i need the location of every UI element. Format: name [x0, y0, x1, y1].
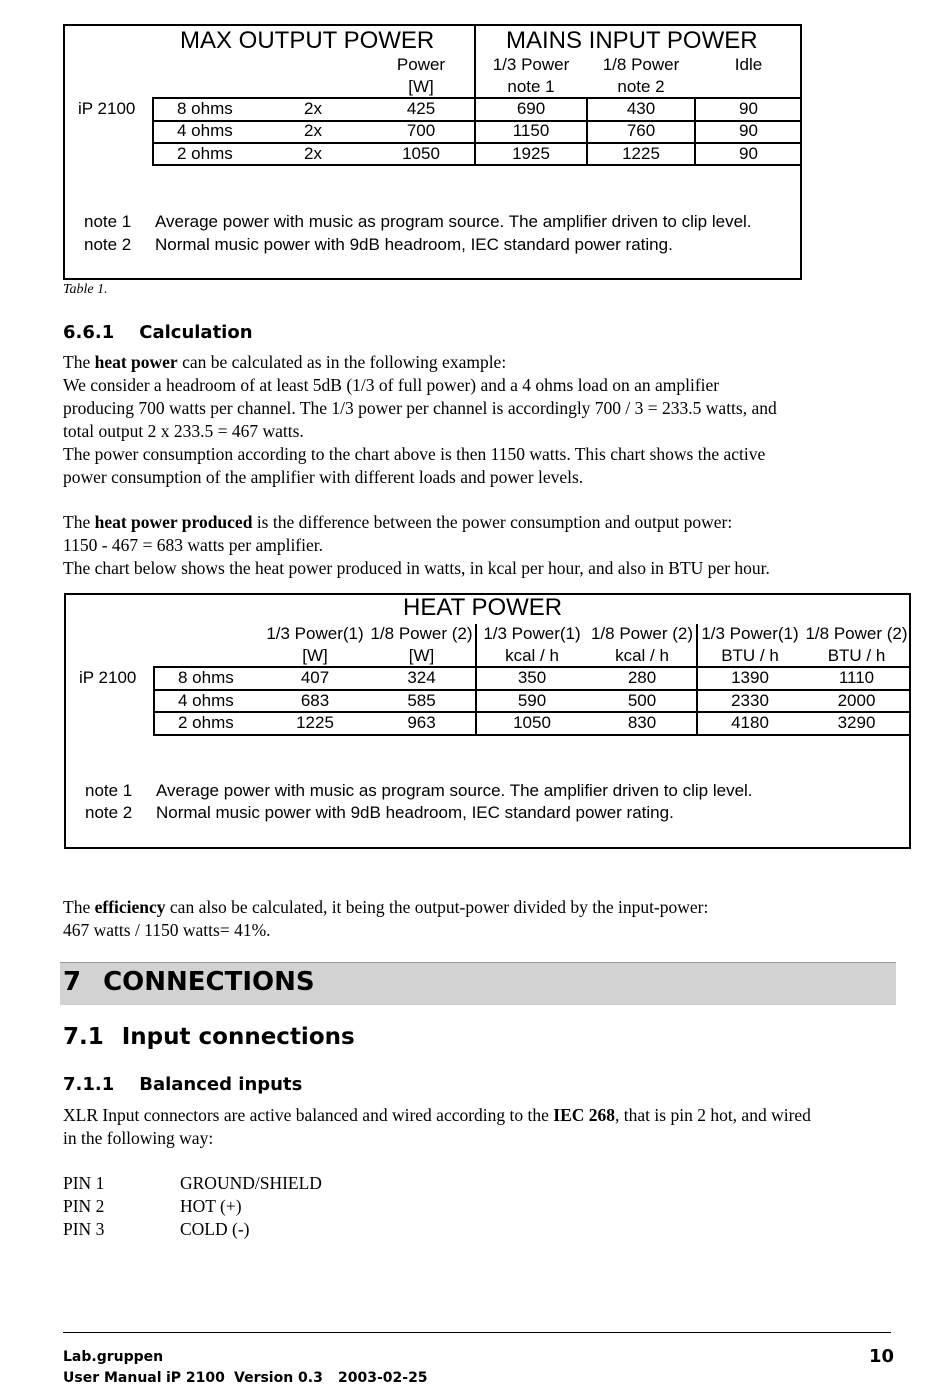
table1-sub-power-unit: [W] — [408, 77, 434, 96]
table1-cell-power: 425 — [406, 99, 436, 118]
section-title: Calculation — [139, 322, 253, 343]
table2-cell: 500 — [627, 691, 657, 710]
section-661-heading — [63, 322, 253, 343]
section-title: Input connections — [121, 1024, 355, 1050]
table2-cell-load: 8 ohms — [178, 668, 234, 687]
table2-cell: 1110 — [838, 668, 875, 687]
paragraph: The heat power produced is the difference between the power consumption and output power: — [63, 512, 733, 532]
table2-unit: BTU / h — [721, 646, 779, 665]
list-item: PIN 2 HOT (+) — [63, 1196, 242, 1216]
table2-unit: BTU / h — [827, 646, 886, 665]
table2-cell: 683 — [300, 691, 330, 710]
table1-sub-idle: Idle — [734, 55, 763, 74]
table2-header: 1/8 Power (2) — [590, 624, 694, 643]
table1-cell-eighth: 760 — [626, 121, 656, 140]
table2-cell: 1050 — [513, 713, 551, 732]
table2-header: 1/8 Power (2) — [805, 624, 908, 643]
table2-note1-text: Average power with music as program source. The amplifier driven to clip level. — [156, 781, 753, 800]
table1-cell-ch: 2x — [304, 121, 322, 140]
table2-cell: 280 — [627, 668, 657, 687]
footer-date: 2003-02-25 — [338, 1370, 428, 1386]
table1-note1-label: note 1 — [84, 212, 132, 231]
table2-header: 1/3 Power(1) — [266, 624, 364, 643]
table2-unit: [W] — [408, 646, 435, 665]
table1-cell-third: 1150 — [512, 121, 550, 140]
table1-header-max-output: MAX OUTPUT POWER — [180, 27, 435, 54]
section-number: 7 — [63, 967, 82, 997]
table2-model: iP 2100 — [79, 668, 137, 687]
table2-cell: 1390 — [731, 668, 769, 687]
table2-unit: kcal / h — [615, 646, 669, 665]
table1-cell-power: 1050 — [402, 144, 440, 163]
section-71-heading — [63, 1022, 355, 1052]
footer-page-number: 10 — [869, 1346, 895, 1367]
table1-cell-idle: 90 — [739, 144, 758, 163]
table2-cell-load: 2 ohms — [178, 713, 234, 732]
table2-note1-label: note 1 — [85, 781, 133, 800]
table1-sub-power: Power — [396, 55, 446, 74]
footer-manual: User Manual — [63, 1370, 162, 1386]
table1-cell-load: 2 ohms — [177, 144, 233, 163]
table1-sub-eighth-note: note 2 — [617, 77, 665, 96]
table2-cell: 585 — [407, 691, 436, 710]
paragraph: power consumption of the amplifier with different loads and power levels. — [63, 467, 584, 487]
table2-cell: 2330 — [731, 691, 769, 710]
section-number: 7.1.1 — [63, 1074, 115, 1095]
section-7-heading — [63, 965, 315, 999]
table1-cell-idle: 90 — [739, 121, 758, 140]
table2-header: 1/3 Power(1) — [483, 624, 581, 643]
table2-note2-label: note 2 — [85, 803, 133, 822]
paragraph: The chart below shows the heat power produced in watts, in kcal per hour, and also in BTU per hour. — [63, 558, 770, 578]
table2-header: 1/8 Power (2) — [370, 624, 473, 643]
footer-divider — [63, 1332, 891, 1333]
paragraph: The heat power can be calculated as in the following example: — [63, 352, 507, 372]
table2-cell: 3290 — [837, 713, 876, 732]
table2-cell-load: 4 ohms — [178, 691, 234, 710]
table1-cell-ch: 2x — [304, 99, 322, 118]
paragraph: The power consumption according to the chart above is then 1150 watts. This chart shows the active — [63, 444, 766, 464]
section-number: 6.6.1 — [63, 322, 115, 343]
table2-note2-text: Normal music power with 9dB headroom, IEC standard power rating. — [156, 803, 674, 822]
table1-caption: Table 1. — [63, 282, 108, 297]
table1-cell-load: 4 ohms — [177, 121, 233, 140]
footer-model: iP 2100 — [166, 1370, 225, 1386]
paragraph: The efficiency can also be calculated, it being the output-power divided by the input-power: — [63, 897, 709, 917]
table1-note2-label: note 2 — [84, 235, 132, 254]
table1-sub-third: 1/3 Power — [492, 55, 570, 74]
table2-cell: 590 — [517, 691, 547, 710]
table2-cell: 963 — [407, 713, 436, 732]
table2-header: 1/3 Power(1) — [701, 624, 799, 643]
paragraph: We consider a headroom of at least 5dB (1/3 of full power) and a 4 ohms load on an amplifier — [63, 375, 720, 395]
table1-cell-eighth: 1225 — [622, 144, 660, 163]
section-711-heading — [63, 1074, 302, 1095]
table1-cell-idle: 90 — [739, 99, 758, 118]
paragraph: XLR Input connectors are active balanced and wired according to the IEC 268, that is pin 2 hot, and wired — [63, 1105, 811, 1125]
table1-note2-text: Normal music power with 9dB headroom, IEC standard power rating. — [155, 235, 673, 254]
table1-cell-third: 690 — [516, 99, 546, 118]
table1-sub-third-note: note 1 — [507, 77, 555, 96]
table2-cell: 4180 — [731, 713, 769, 732]
section-title: CONNECTIONS — [103, 967, 315, 997]
list-item: PIN 1 GROUND/SHIELD — [63, 1173, 322, 1193]
table2-unit: [W] — [302, 646, 328, 665]
table1-sub-eighth: 1/8 Power — [602, 55, 680, 74]
paragraph: producing 700 watts per channel. The 1/3 power per channel is accordingly 700 / 3 = 233.5 watts, and — [63, 398, 777, 418]
table1-header-mains-input: MAINS INPUT POWER — [506, 27, 758, 54]
paragraph: total output 2 x 233.5 = 467 watts. — [63, 421, 304, 441]
footer-brand: Lab.gruppen — [63, 1349, 164, 1365]
table1-model: iP 2100 — [78, 99, 136, 118]
table1-cell-load: 8 ohms — [177, 99, 233, 118]
table2-cell: 350 — [517, 668, 547, 687]
table1-cell-third: 1925 — [512, 144, 550, 163]
table2-cell: 407 — [300, 668, 330, 687]
section-number: 7.1 — [63, 1024, 104, 1050]
table2-unit: kcal / h — [505, 646, 559, 665]
table2-cell: 324 — [407, 668, 436, 687]
table2-cell: 2000 — [837, 691, 876, 710]
table2-cell: 830 — [627, 713, 657, 732]
table1-cell-power: 700 — [406, 121, 436, 140]
paragraph: 467 watts / 1150 watts= 41%. — [63, 920, 271, 940]
footer-version: Version 0.3 — [234, 1370, 323, 1386]
list-item: PIN 3 COLD (-) — [63, 1219, 250, 1239]
table1-cell-ch: 2x — [304, 144, 322, 163]
section-title: Balanced inputs — [139, 1074, 303, 1095]
table1-cell-eighth: 430 — [626, 99, 656, 118]
table1-note1-text: Average power with music as program source. The amplifier driven to clip level. — [155, 212, 752, 231]
table2-title: HEAT POWER — [403, 594, 563, 621]
table2-cell: 1225 — [296, 713, 334, 732]
paragraph: 1150 - 467 = 683 watts per amplifier. — [63, 535, 324, 555]
paragraph: in the following way: — [63, 1128, 214, 1148]
